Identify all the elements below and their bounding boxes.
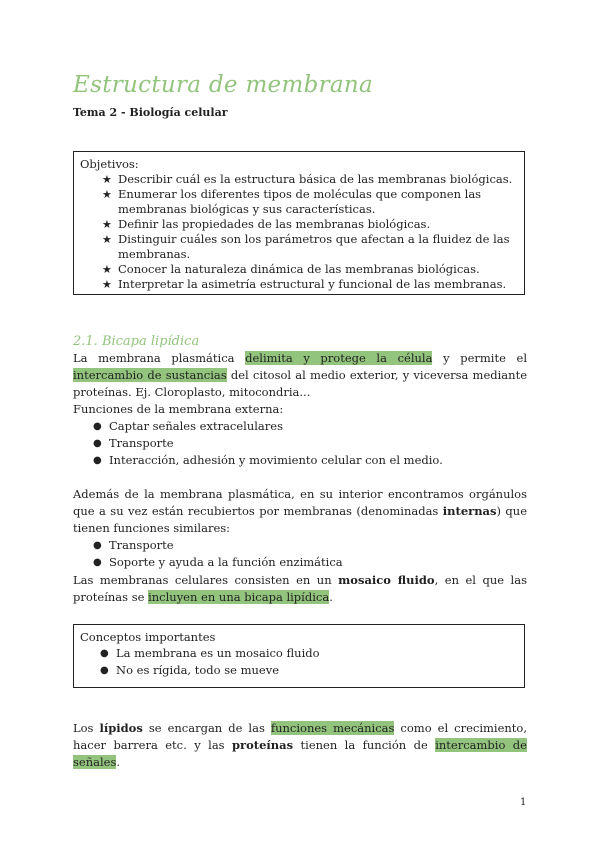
organelles-block xyxy=(73,486,527,571)
star-icon: ★ xyxy=(102,233,112,246)
star-icon: ★ xyxy=(102,263,112,276)
bullet-icon: ● xyxy=(100,648,109,659)
star-icon: ★ xyxy=(102,188,112,201)
list-item: ● Interacción, adhesión y movimiento celular con el medio. xyxy=(93,453,443,467)
internal-functions-list xyxy=(73,537,527,571)
star-icon: ★ xyxy=(102,278,112,291)
concepts-list xyxy=(80,645,518,679)
objectives-box xyxy=(73,151,525,295)
paragraph-mosaic: Las membranas celulares consisten en un mosaico fluido, en el que las proteínas se incluyen en una bicapa lipídica. xyxy=(73,573,527,604)
bold-text: proteínas xyxy=(232,738,294,752)
objective-item: ★ Conocer la naturaleza dinámica de las membranas biológicas. xyxy=(102,262,480,276)
page-number: 1 xyxy=(520,797,527,808)
highlight: intercambio de señales xyxy=(73,738,527,769)
highlight: funciones mecánicas xyxy=(270,721,395,735)
bullet-icon: ● xyxy=(93,421,102,432)
objective-item: ★ Definir las propiedades de las membranas biológicas. xyxy=(102,217,431,231)
list-item: ● Soporte y ayuda a la función enzimática xyxy=(93,555,343,569)
highlight: incluyen en una bicapa lipídica xyxy=(148,590,330,604)
objectives-title: Objetivos: xyxy=(80,157,139,171)
section-heading: 2.1. Bicapa lipídica xyxy=(73,334,200,349)
list-item: ● No es rígida, todo se mueve xyxy=(100,663,280,677)
bullet-icon: ● xyxy=(93,557,102,568)
intro-block xyxy=(73,350,527,469)
list-item: ● Captar señales extracelulares xyxy=(93,419,283,433)
concepts-title: Conceptos importantes xyxy=(80,630,216,644)
mosaic-block xyxy=(73,572,527,606)
functions-title: Funciones de la membrana externa: xyxy=(73,402,284,416)
paragraph-membrane: La membrana plasmática delimita y protege la célula y permite el intercambio de sustancias del citosol al medio exterior, y viceversa mediante proteínas. Ej. Cloroplasto, mitocondria... xyxy=(73,351,527,399)
objective-item: ★ Describir cuál es la estructura básica de las membranas biológicas. xyxy=(102,172,513,186)
bold-text: lípidos xyxy=(99,721,143,735)
star-icon: ★ xyxy=(102,218,112,231)
bold-text: internas xyxy=(442,504,497,518)
list-item: ● Transporte xyxy=(93,436,174,450)
concepts-box xyxy=(73,624,525,688)
list-item: ● La membrana es un mosaico fluido xyxy=(100,646,320,660)
bullet-icon: ● xyxy=(93,540,102,551)
objective-item: ★ Interpretar la asimetría estructural y funcional de las membranas. xyxy=(102,277,507,291)
list-item: ● Transporte xyxy=(93,538,174,552)
highlight: intercambio de sustancias xyxy=(73,368,227,382)
paragraph-lipids: Los lípidos se encargan de las funciones mecánicas como el crecimiento, hacer barrera etc. y las proteínas tienen la función de intercambio de señales. xyxy=(73,721,527,769)
objective-item: ★ Distinguir cuáles son los parámetros que afectan a la fluidez de las membranas. xyxy=(102,232,510,261)
bold-text: mosaico fluido xyxy=(338,573,435,587)
objective-item: ★ Enumerar los diferentes tipos de moléculas que componen las membranas biológicas y sus características. xyxy=(102,187,482,216)
paragraph-organelles: Además de la membrana plasmática, en su interior encontramos orgánulos que a su vez están recubiertos por membranas (denominadas internas) que tienen funciones similares: xyxy=(73,487,527,535)
objectives-list xyxy=(80,172,518,292)
bullet-icon: ● xyxy=(100,665,109,676)
star-icon: ★ xyxy=(102,173,112,186)
bullet-icon: ● xyxy=(93,438,102,449)
functions-list xyxy=(73,418,527,469)
page-subtitle: Tema 2 - Biología celular xyxy=(73,106,228,119)
highlight: delimita y protege la célula xyxy=(245,351,433,365)
lipids-block xyxy=(73,720,527,771)
bullet-icon: ● xyxy=(93,455,102,466)
page-title: Estructura de membrana xyxy=(73,72,374,98)
